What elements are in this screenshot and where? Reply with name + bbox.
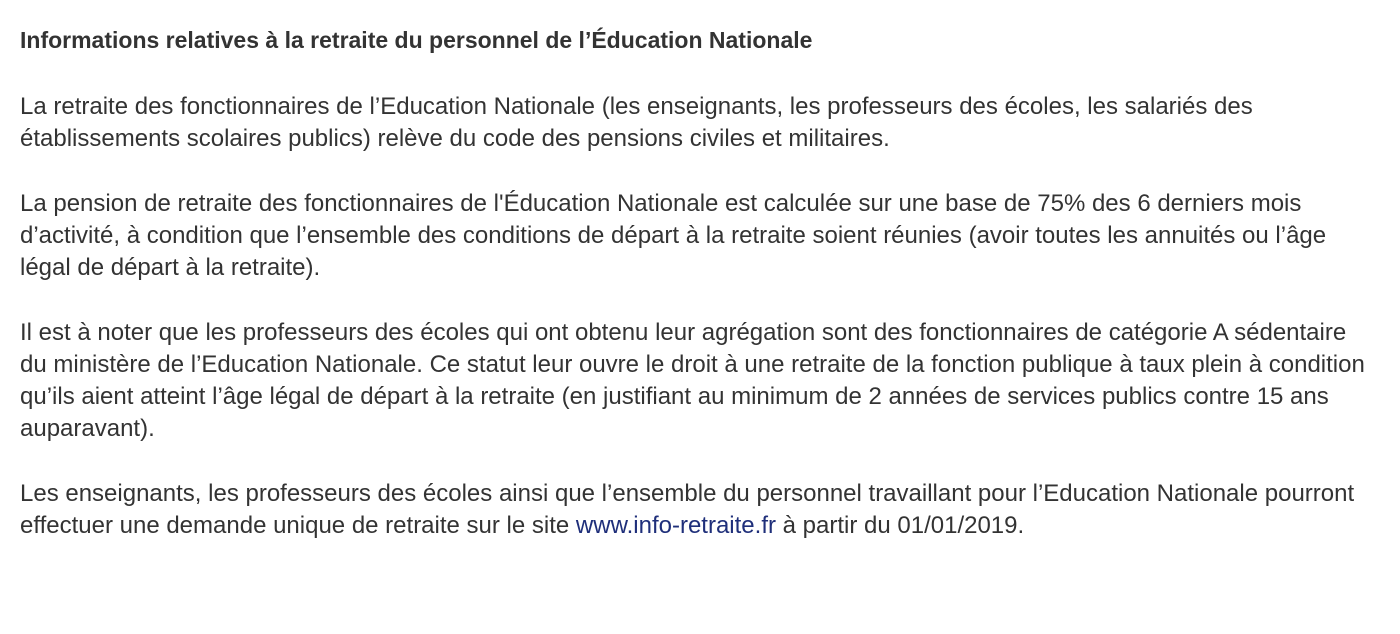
article <box>20 24 1370 575</box>
paragraph-pension-calculation: La pension de retraite des fonctionnaires de l'Éducation Nationale est calculée sur une base de 75% des 6 derniers mois d’activité, à condition que l’ensemble des conditions de départ à la retraite soient réunies (avoir toutes les annuités ou l’âge légal de départ à la retraite). <box>20 190 1327 281</box>
paragraph-text-before-link: Les enseignants, les professeurs des écoles ainsi que l’ensemble du personnel travaillant pour l’Education Nationale pourront effectuer une demande unique de retraite sur le site <box>20 480 1355 539</box>
paragraph-intro: La retraite des fonctionnaires de l’Education Nationale (les enseignants, les professeurs des écoles, les salariés des établissements scolaires publics) relève du code des pensions civiles et militaires. <box>20 93 1253 152</box>
paragraph-text-after-link: à partir du 01/01/2019. <box>775 512 1025 539</box>
info-retraite-link[interactable]: www.info-retraite.fr <box>575 512 776 539</box>
article-title: Informations relatives à la retraite du personnel de l’Éducation Nationale <box>20 27 813 53</box>
paragraph-agregation: Il est à noter que les professeurs des écoles qui ont obtenu leur agrégation sont des fonctionnaires de catégorie A sédentaire du ministère de l’Education Nationale. Ce statut leur ouvre le droit à une retraite de la fonction publique à taux plein à condition qu’ils aient atteint l’âge légal de départ à la retraite (en justifiant au minimum de 2 années de services publics contre 15 ans auparavant). <box>20 319 1365 442</box>
paragraph-demande-unique <box>20 478 1370 542</box>
